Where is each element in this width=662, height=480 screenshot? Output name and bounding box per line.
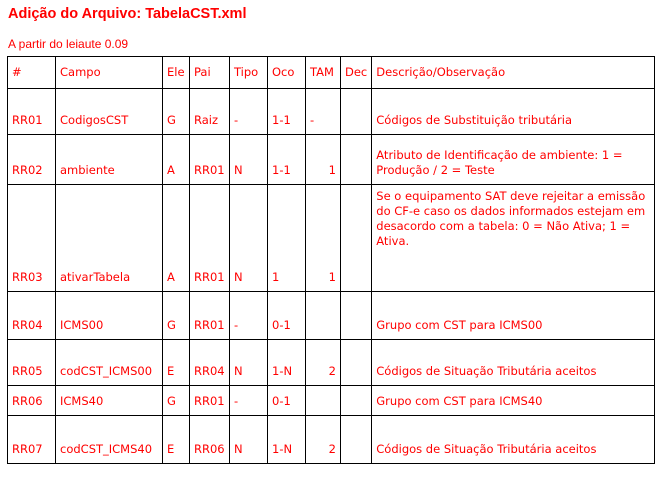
cell-type: - [230,89,268,135]
cell-description: Grupo com CST para ICMS00 [372,292,655,340]
cell-id: RR04 [8,292,56,340]
table-row [8,386,655,416]
cell-element: A [163,185,190,292]
cell-id: RR02 [8,135,56,185]
cell-description: Códigos de Substituição tributária [372,89,655,135]
document-title: Adição do Arquivo: TabelaCST.xml [8,6,247,22]
cell-parent: RR06 [190,416,230,464]
cell-id: RR06 [8,386,56,416]
cell-size: 1 [306,135,341,185]
cell-type: N [230,416,268,464]
cell-element: A [163,135,190,185]
cell-field: codCST_ICMS00 [56,340,163,386]
cell-description: Códigos de Situação Tributária aceitos [372,416,655,464]
cell-description: Se o equipamento SAT deve rejeitar a emissão do CF-e caso os dados informados estejam em desacordo com a tabela: 0 = Não Ativa; 1 = Ativa. [372,185,655,292]
header-cell-size: TAM [306,57,341,89]
cell-decimals [341,135,372,185]
cell-element: G [163,386,190,416]
cell-size: 2 [306,340,341,386]
cell-decimals [341,416,372,464]
cell-parent: RR01 [190,135,230,185]
header-cell-type: Tipo [230,57,268,89]
cell-description: Códigos de Situação Tributária aceitos [372,340,655,386]
cell-size: - [306,89,341,135]
header-cell-description: Descrição/Observação [372,57,655,89]
cell-type: - [230,292,268,340]
cell-element: E [163,340,190,386]
cell-decimals [341,292,372,340]
cell-element: G [163,292,190,340]
table-row [8,292,655,340]
cell-parent: RR04 [190,340,230,386]
cell-id: RR01 [8,89,56,135]
cell-occurrence: 0-1 [268,386,306,416]
cell-field: ICMS00 [56,292,163,340]
cell-decimals [341,185,372,292]
cell-occurrence: 1-1 [268,135,306,185]
field-spec-table [7,56,655,464]
cell-decimals [341,89,372,135]
table-row [8,340,655,386]
table-row [8,89,655,135]
cell-parent: RR01 [190,185,230,292]
cell-decimals [341,386,372,416]
cell-field: ambiente [56,135,163,185]
cell-id: RR05 [8,340,56,386]
cell-occurrence: 1-N [268,416,306,464]
cell-size [306,386,341,416]
cell-description: Grupo com CST para ICMS40 [372,386,655,416]
cell-decimals [341,340,372,386]
header-cell-element: Ele [163,57,190,89]
cell-parent: RR01 [190,292,230,340]
cell-type: - [230,386,268,416]
cell-id: RR07 [8,416,56,464]
table-row [8,135,655,185]
cell-element: E [163,416,190,464]
cell-field: ativarTabela [56,185,163,292]
cell-type: N [230,185,268,292]
cell-occurrence: 1 [268,185,306,292]
cell-field: codCST_ICMS40 [56,416,163,464]
cell-size: 1 [306,185,341,292]
cell-type: N [230,340,268,386]
cell-occurrence: 0-1 [268,292,306,340]
cell-size: 2 [306,416,341,464]
cell-field: ICMS40 [56,386,163,416]
cell-parent: RR01 [190,386,230,416]
cell-occurrence: 1-N [268,340,306,386]
table-row [8,416,655,464]
cell-element: G [163,89,190,135]
header-cell-parent: Pai [190,57,230,89]
table-row [8,185,655,292]
cell-field: CodigosCST [56,89,163,135]
cell-occurrence: 1-1 [268,89,306,135]
cell-description: Atributo de Identificação de ambiente: 1 = Produção / 2 = Teste [372,135,655,185]
cell-id: RR03 [8,185,56,292]
table-header-row [8,57,655,89]
cell-size [306,292,341,340]
header-cell-field: Campo [56,57,163,89]
header-cell-occurrence: Oco [268,57,306,89]
layout-version-note: A partir do leiaute 0.09 [8,37,129,51]
cell-parent: Raiz [190,89,230,135]
header-cell-decimals: Dec [341,57,372,89]
header-cell-id: # [8,57,56,89]
cell-type: N [230,135,268,185]
